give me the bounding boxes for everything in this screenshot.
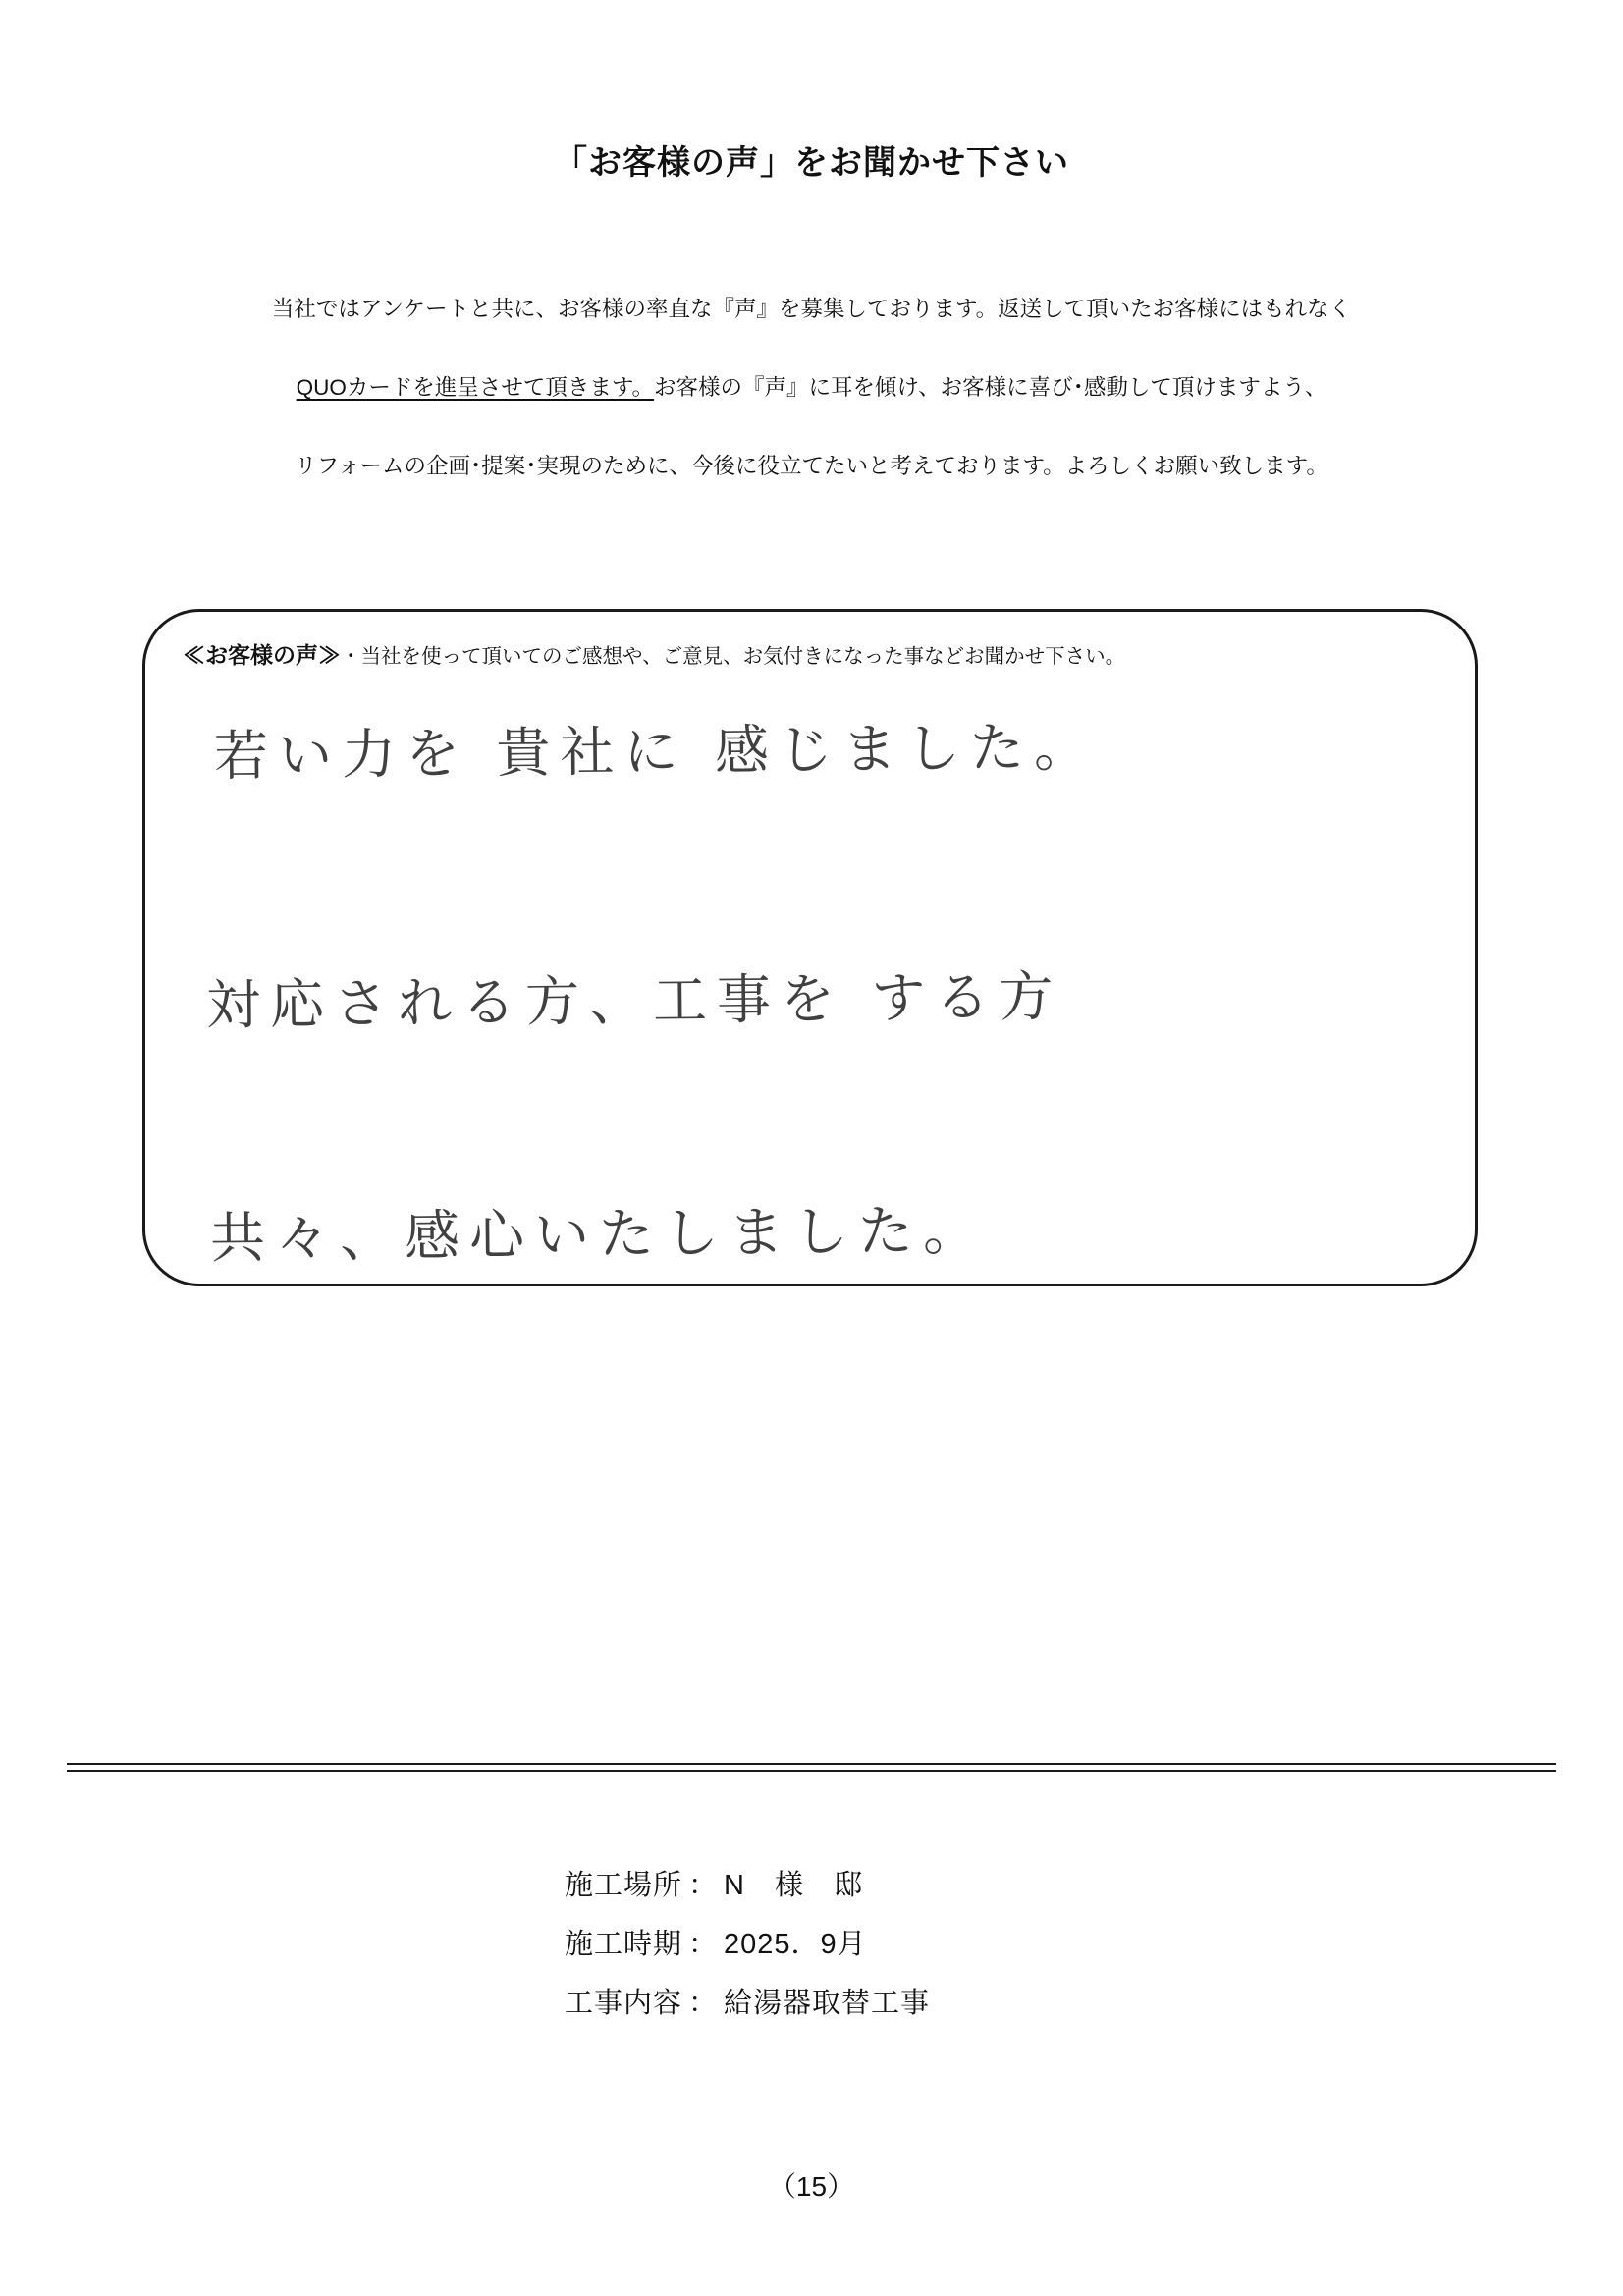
page-title: 「お客様の声」をお聞かせ下さい <box>554 144 1069 182</box>
handwritten-line-3: 共々、感心いたしました。 <box>209 1198 989 1272</box>
handwritten-line-2: 対応される方、工事を する方 <box>205 964 1063 1037</box>
info-row-period <box>565 1915 930 1974</box>
info-colon-location: ： <box>688 1870 719 1901</box>
divider-line-bottom <box>67 1770 1556 1772</box>
divider-double-rule <box>67 1763 1556 1772</box>
project-info <box>565 1856 930 2033</box>
page-number: （15） <box>768 2171 855 2202</box>
info-value-location: N 様 邸 <box>724 1870 863 1901</box>
comment-box-heading-rest: ・当社を使って頂いてのご感想や、ご意見、お気付きになった事などお聞かせ下さい。 <box>341 645 1126 668</box>
info-row-work <box>565 1974 930 2033</box>
intro-paragraph <box>147 270 1476 506</box>
info-colon-period: ： <box>688 1929 719 1960</box>
info-value-work: 給湯器取替工事 <box>724 1988 931 2019</box>
handwritten-line-1: 若い力を 貴社に 感じました。 <box>213 715 1099 788</box>
info-label-period: 施工時期 <box>565 1929 683 1960</box>
comment-box-heading <box>183 637 1125 670</box>
info-value-period: 2025．9月 <box>724 1929 867 1960</box>
divider-line-top <box>67 1763 1556 1765</box>
customer-comment-box <box>142 609 1478 1286</box>
intro-line-1: 当社ではアンケートと共に、お客様の率直な『声』を募集しております。返送して頂いたお客様にはもれなく <box>271 297 1352 321</box>
handwritten-comment <box>185 706 1435 1272</box>
intro-line-2 <box>147 349 1476 427</box>
intro-line-3: リフォームの企画･提案･実現のために、今後に役立てたいと考えております。よろしくお願い致します。 <box>295 454 1328 478</box>
info-colon-work: ： <box>688 1988 719 2019</box>
comment-box-heading-strong: ≪お客様の声≫ <box>183 642 341 668</box>
intro-line-2-rest: お客様の『声』に耳を傾け、お客様に喜び･感動して頂けますよう、 <box>654 375 1327 400</box>
info-label-work: 工事内容 <box>565 1988 683 2019</box>
info-label-location: 施工場所 <box>565 1870 683 1901</box>
intro-line-2-underlined: QUOカードを進呈させて頂きます。 <box>296 375 655 400</box>
info-row-location <box>565 1856 930 1915</box>
